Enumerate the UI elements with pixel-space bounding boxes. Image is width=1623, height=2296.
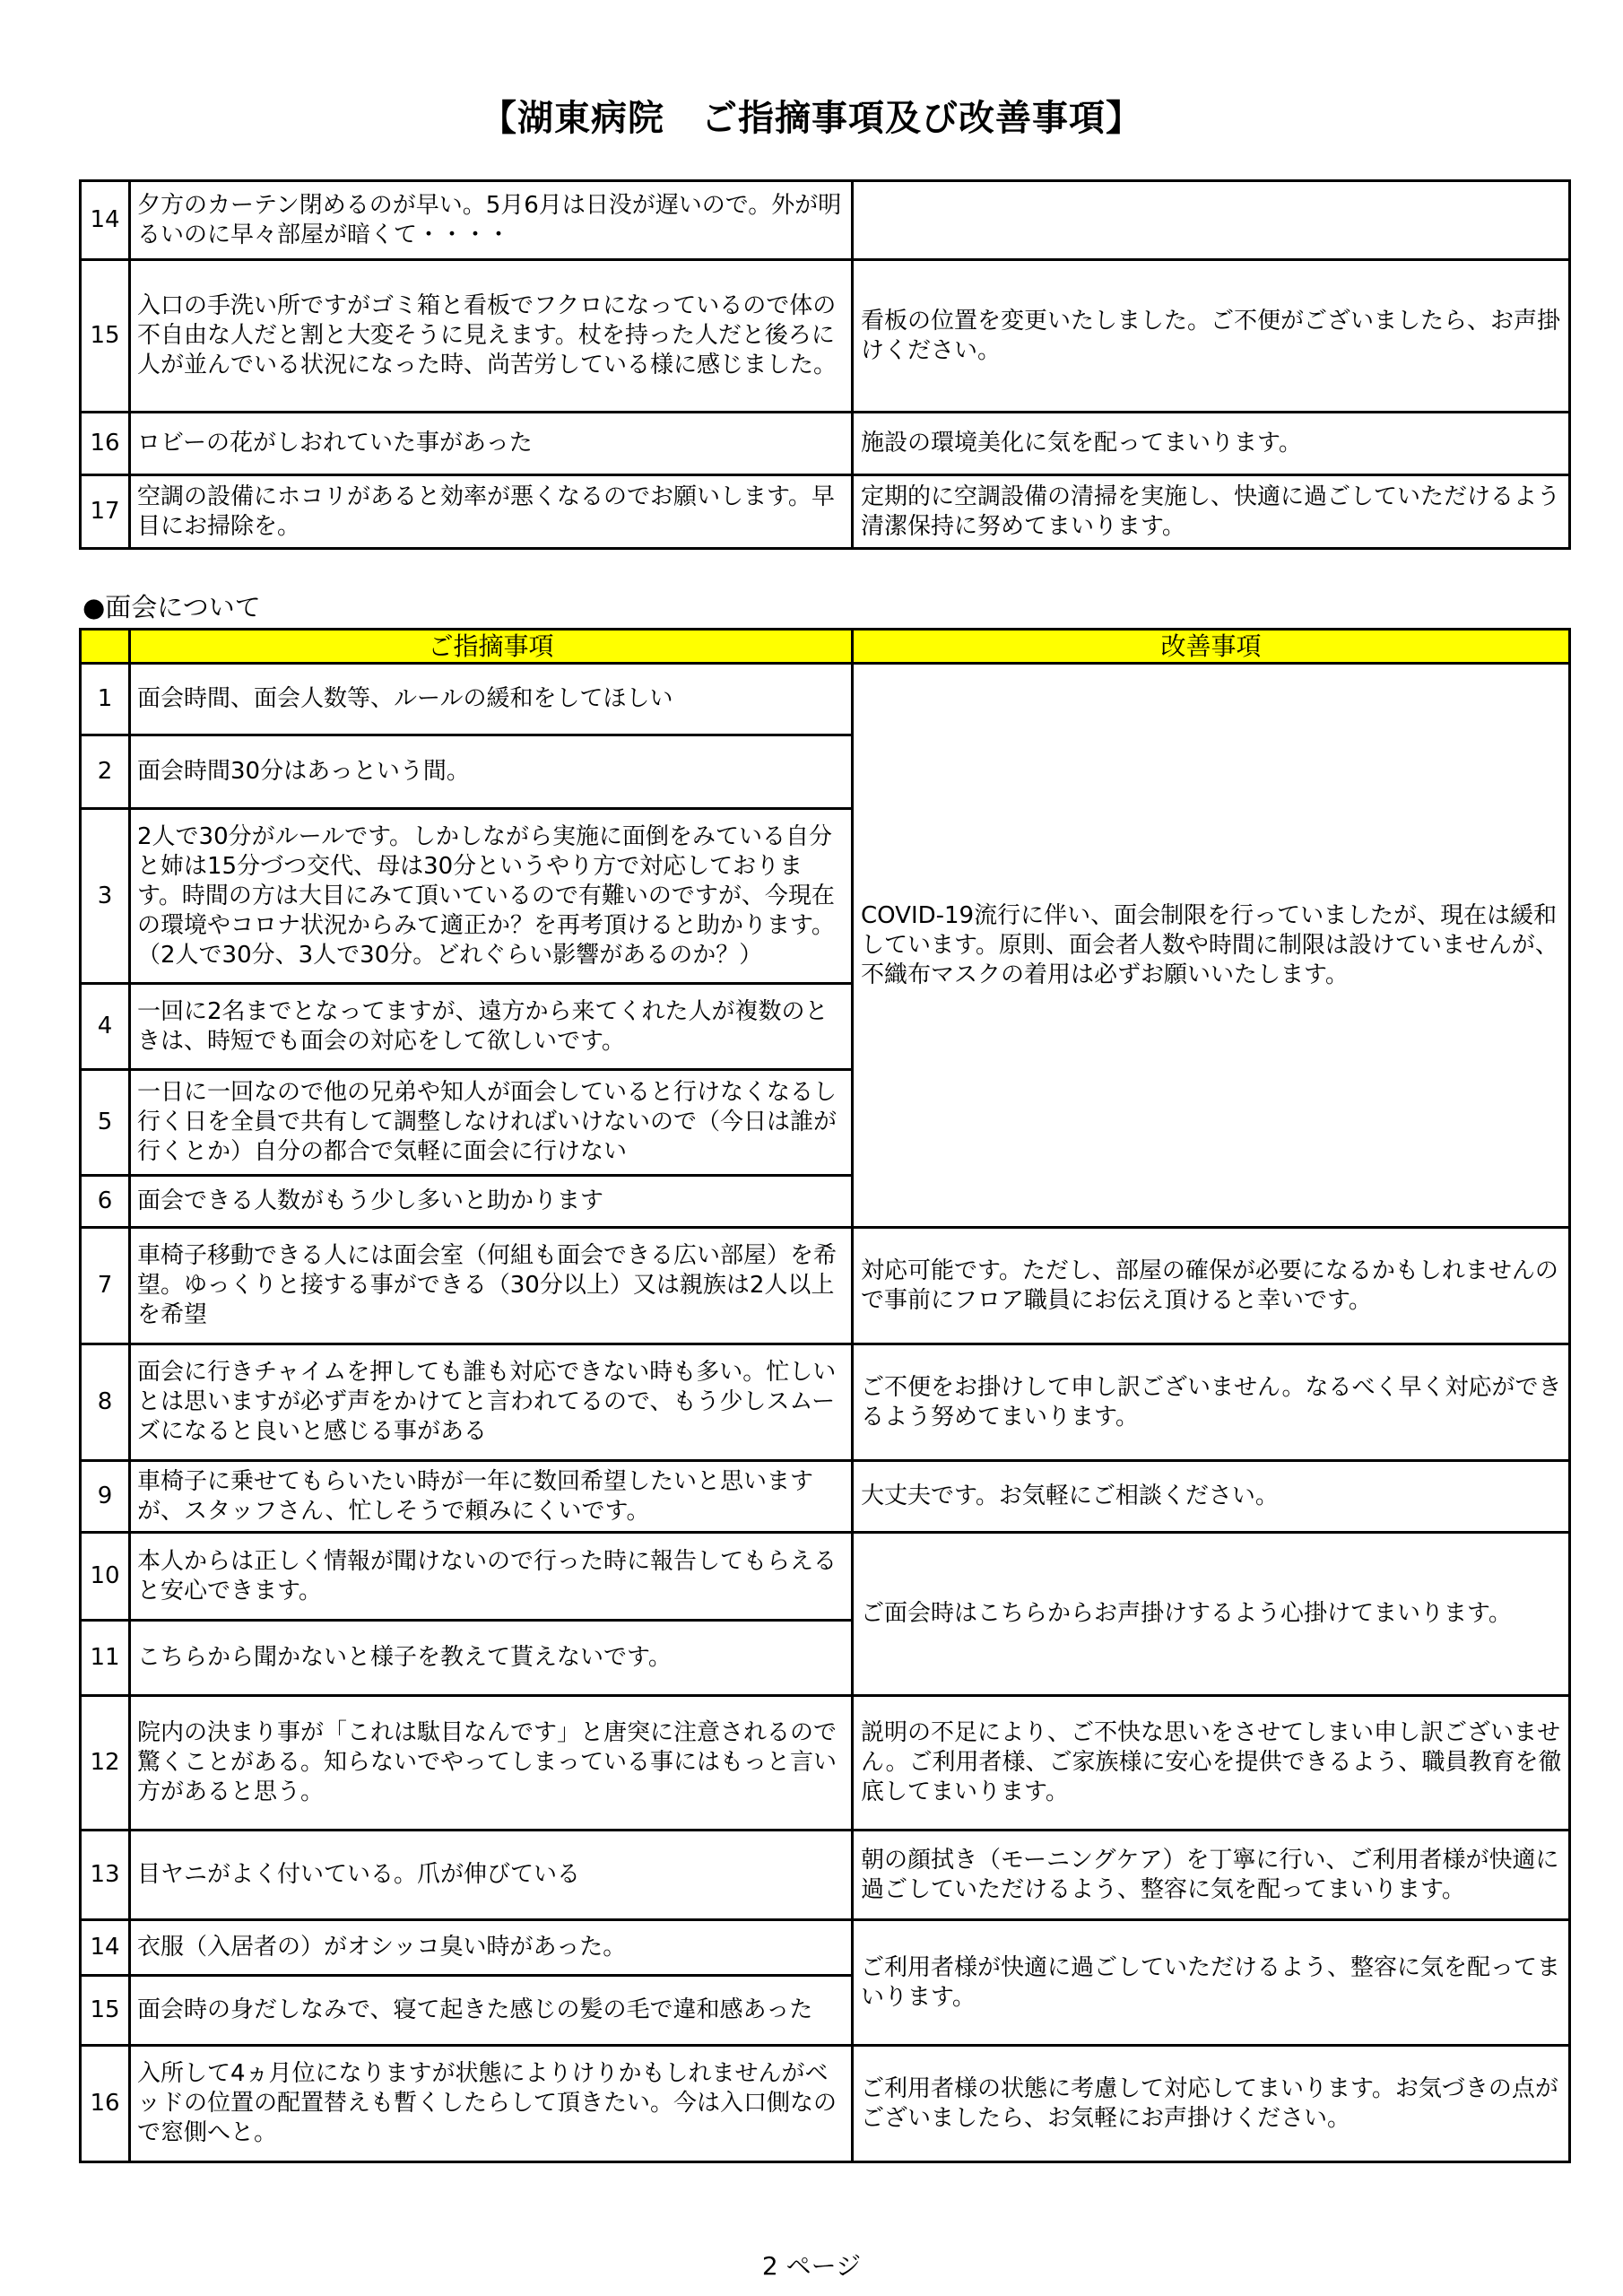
- issue-cell: 2人で30分がルールです。しかしながら実施に面倒をみている自分と姉は15分づつ交代、母は30分というやり方で対応しております。時間の方は大目にみて頂いているので有難いのですが、今現在の環境やコロナ状況からみて適正か？を再考頂けると助かります。（2人で30分、3人で30分。どれぐらい影響があるのか？）: [130, 809, 853, 984]
- response-cell: 定期的に空調設備の清掃を実施し、快適に過ごしていただけるよう清潔保持に努めてまいります。: [853, 475, 1570, 549]
- issue-cell: 一日に一回なので他の兄弟や知人が面会していると行けなくなるし行く日を全員で共有して調整しなければいけないので（今日は誰が行くとか）自分の都合で気軽に面会に行けない: [130, 1070, 853, 1176]
- row-number: 3: [81, 809, 130, 984]
- issue-cell: 面会時間、面会人数等、ルールの緩和をしてほしい: [130, 664, 853, 735]
- table-row: [81, 1344, 1570, 1461]
- issue-cell: 院内の決まり事が「これは駄目なんです」と唐突に注意されるので驚くことがある。知らないでやってしまっている事にはもっと言い方があると思う。: [130, 1696, 853, 1831]
- response-cell: COVID-19流行に伴い、面会制限を行っていましたが、現在は緩和しています。原則、面会者人数や時間に制限は設けていませんが、不織布マスクの着用は必ずお願いいたします。: [853, 664, 1570, 1228]
- table-row: [81, 1228, 1570, 1344]
- issue-cell: 空調の設備にホコリがあると効率が悪くなるのでお願いします。早目にお掃除を。: [130, 475, 853, 549]
- response-cell: 看板の位置を変更いたしました。ご不便がございましたら、お声掛けください。: [853, 260, 1570, 413]
- table-row: [81, 1696, 1570, 1831]
- response-cell: 施設の環境美化に気を配ってまいります。: [853, 413, 1570, 475]
- issue-cell: 面会時間30分はあっという間。: [130, 735, 853, 809]
- row-number: 6: [81, 1176, 130, 1228]
- row-number: 14: [81, 1920, 130, 1976]
- response-cell: ご面会時はこちらからお声掛けするよう心掛けてまいります。: [853, 1533, 1570, 1696]
- issue-cell: 夕方のカーテン閉めるのが早い。5月6月は日没が遅いので。外が明るいのに早々部屋が暗くて・・・・: [130, 181, 853, 260]
- row-number: 16: [81, 2046, 130, 2162]
- table-row: [81, 260, 1570, 413]
- table-row: [81, 1920, 1570, 1976]
- table-row: [81, 413, 1570, 475]
- row-number: 10: [81, 1533, 130, 1621]
- header-response: 改善事項: [853, 630, 1570, 664]
- header-issue: ご指摘事項: [130, 630, 853, 664]
- row-number: 8: [81, 1344, 130, 1461]
- row-number: 9: [81, 1461, 130, 1533]
- table-row: [81, 2046, 1570, 2162]
- response-cell: 大丈夫です。お気軽にご相談ください。: [853, 1461, 1570, 1533]
- row-number: 15: [81, 260, 130, 413]
- page-title: 【湖東病院 ご指摘事項及び改善事項】: [481, 98, 1142, 139]
- row-number: 5: [81, 1070, 130, 1176]
- response-cell: 説明の不足により、ご不快な思いをさせてしまい申し訳ございません。ご利用者様、ご家族様に安心を提供できるよう、職員教育を徹底してまいります。: [853, 1696, 1570, 1831]
- issue-cell: 本人からは正しく情報が聞けないので行った時に報告してもらえると安心できます。: [130, 1533, 853, 1621]
- row-number: 16: [81, 413, 130, 475]
- issue-cell: ロビーの花がしおれていた事があった: [130, 413, 853, 475]
- response-cell: ご利用者様の状態に考慮して対応してまいります。お気づきの点がございましたら、お気軽にお声掛けください。: [853, 2046, 1570, 2162]
- response-cell: 対応可能です。ただし、部屋の確保が必要になるかもしれませんので事前にフロア職員にお伝え頂けると幸いです。: [853, 1228, 1570, 1344]
- table-row: [81, 1461, 1570, 1533]
- issue-cell: 面会に行きチャイムを押しても誰も対応できない時も多い。忙しいとは思いますが必ず声をかけてと言われてるので、もう少しスムーズになると良いと感じる事がある: [130, 1344, 853, 1461]
- table-row: [81, 1533, 1570, 1621]
- issue-cell: 入所して4ヵ月位になりますが状態によりけりかもしれませんがベッドの位置の配置替えも暫くしたらして頂きたい。今は入口側なので窓側へと。: [130, 2046, 853, 2162]
- issue-cell: 車椅子移動できる人には面会室（何組も面会できる広い部屋）を希望。ゆっくりと接する事ができる（30分以上）又は親族は2人以上を希望: [130, 1228, 853, 1344]
- row-number: 1: [81, 664, 130, 735]
- issue-cell: 面会できる人数がもう少し多いと助かります: [130, 1176, 853, 1228]
- row-number: 14: [81, 181, 130, 260]
- table-row: [81, 181, 1570, 260]
- issue-cell: 面会時の身だしなみで、寝て起きた感じの髪の毛で違和感あった: [130, 1976, 853, 2046]
- issue-cell: 車椅子に乗せてもらいたい時が一年に数回希望したいと思いますが、スタッフさん、忙しそうで頼みにくいです。: [130, 1461, 853, 1533]
- page-number: 2 ページ: [761, 2251, 862, 2281]
- table-header-row: [81, 630, 1570, 664]
- row-number: 15: [81, 1976, 130, 2046]
- issue-cell: 一回に2名までとなってますが、遠方から来てくれた人が複数のときは、時短でも面会の対応をして欲しいです。: [130, 984, 853, 1070]
- visitation-table: [79, 628, 1571, 2163]
- row-number: 7: [81, 1228, 130, 1344]
- section-heading: ●面会について: [82, 592, 261, 622]
- table-row: [81, 1831, 1570, 1920]
- response-cell: 朝の顔拭き（モーニングケア）を丁寧に行い、ご利用者様が快適に過ごしていただけるよう、整容に気を配ってまいります。: [853, 1831, 1570, 1920]
- response-cell: ご不便をお掛けして申し訳ございません。なるべく早く対応ができるよう努めてまいります。: [853, 1344, 1570, 1461]
- table-row: [81, 664, 1570, 735]
- row-number: 2: [81, 735, 130, 809]
- response-cell: ご利用者様が快適に過ごしていただけるよう、整容に気を配ってまいります。: [853, 1920, 1570, 2046]
- response-cell: [853, 181, 1570, 260]
- issue-cell: 目ヤニがよく付いている。爪が伸びている: [130, 1831, 853, 1920]
- row-number: 4: [81, 984, 130, 1070]
- feedback-table-continued: [79, 179, 1571, 550]
- header-num: [81, 630, 130, 664]
- issue-cell: 衣服（入居者の）がオシッコ臭い時があった。: [130, 1920, 853, 1976]
- issue-cell: こちらから聞かないと様子を教えて貰えないです。: [130, 1621, 853, 1696]
- row-number: 13: [81, 1831, 130, 1920]
- row-number: 12: [81, 1696, 130, 1831]
- row-number: 11: [81, 1621, 130, 1696]
- issue-cell: 入口の手洗い所ですがゴミ箱と看板でフクロになっているので体の不自由な人だと割と大変そうに見えます。杖を持った人だと後ろに人が並んでいる状況になった時、尚苦労している様に感じました。: [130, 260, 853, 413]
- row-number: 17: [81, 475, 130, 549]
- table-row: [81, 475, 1570, 549]
